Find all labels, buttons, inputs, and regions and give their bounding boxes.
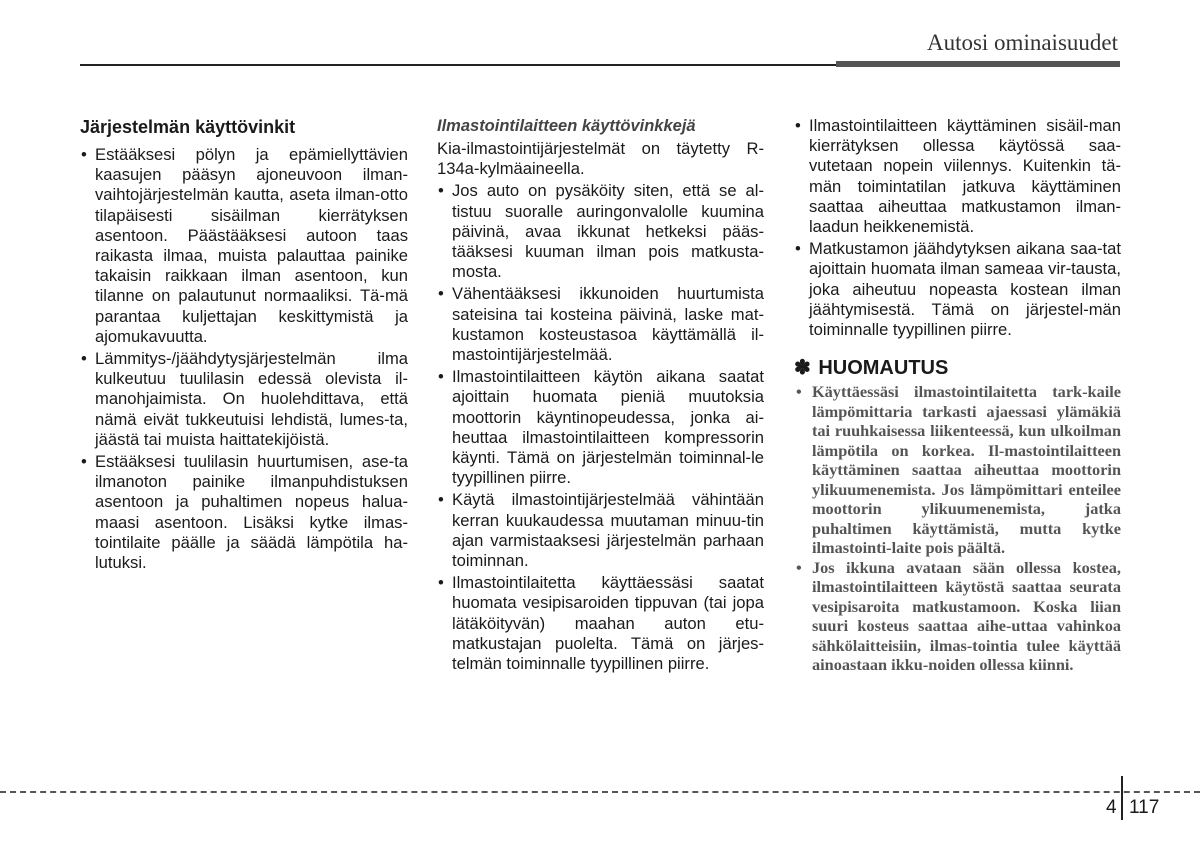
intro-paragraph: Kia-ilmastointijärjestelmät on täytetty R-134a-kylmäaineella. (437, 139, 764, 179)
note-heading-label: HUOMAUTUS (818, 357, 949, 380)
list-item: • Estääksesi tuulilasin huurtumisen, ase-ta ilmanoton painike ilmanpuhdistuksen asentoon ja puhaltimen nopeus halua-maasi asentoon. Lisäksi kytke ilmas-tointilaite päälle ja säädä lämpötila ha-lutuksi. (80, 452, 408, 573)
header-rule (80, 64, 840, 66)
page-number-divider (1121, 776, 1123, 820)
note-item: • Jos ikkuna avataan sään ollessa kostea, ilmastointilaitteen käytöstä saattaa seurata vesipisaroita matkustamoon. Koska liian suuri kosteus saattaa aihe-uttaa vahinkoa sähkölaitteisiin, ilmas-tointia tulee käyttää ainoastaan ikku-noiden ollessa kiinni. (794, 558, 1121, 675)
bullet-list (437, 181, 764, 674)
list-item: • Vähentääksesi ikkunoiden huurtumista sateisina tai kosteina päivinä, laske mat-kustamon kosteustasoa käyttämällä il-mastointijärjestelmää. (437, 284, 764, 365)
header-rule-accent (836, 61, 1120, 67)
column-left (80, 116, 408, 575)
note-heading (794, 356, 1121, 380)
page-number: 117 (1129, 797, 1160, 818)
list-item: • Lämmitys-/jäähdytysjärjestelmän ilma kulkeutuu tuulilasin edessä olevista il-manohjaimista. On huolehdittava, että nämä eivät tukkeutuisi lehdistä, lumes-ta, jäästä tai muista haittatekijöistä. (80, 349, 408, 450)
bullet-list (794, 116, 1121, 340)
list-item: • Estääksesi pölyn ja epämiellyttävien kaasujen pääsyn ajoneuvoon ilman-vaihtojärjestelmän kautta, aseta ilman-otto tilapäisesti sisäilman kierrätyksen asentoon. Päästääksesi autoon taas raikasta ilmaa, muista palauttaa painike takaisin raikkaan ilman asentoon, kun tilanne on palautunut normaaliksi. Tä-mä parantaa kuljettajan keskittymistä ja ajomukavuutta. (80, 145, 408, 347)
page-header-title: Autosi ominaisuudet (926, 30, 1118, 55)
asterisk-icon: ✽ (794, 357, 811, 380)
list-item: • Ilmastointilaitteen käyttäminen sisäil-man kierrätyksen ollessa käytössä saa-vutetaan nopein viilennys. Kuitenkin tä-män toimintatilan jatkuva käyttäminen saattaa aiheuttaa matkustamon ilman-laadun heikkenemistä. (794, 116, 1121, 237)
list-item: • Ilmastointilaitetta käyttäessäsi saatat huomata vesipisaroiden tippuvan (tai jopa lätäköityvän) maahan auton etu-matkustajan puolelta. Tämä on järjes-telmän toiminnalle tyypillinen piirre. (437, 573, 764, 674)
list-item: • Matkustamon jäähdytyksen aikana saa-tat ajoittain huomata ilman sameaa vir-tausta, joka aiheutuu nopeasta kostean ilman jäähtymisestä. Tämä on järjestel-män toiminnalle tyypillinen piirre. (794, 239, 1121, 340)
subsection-heading: Ilmastointilaitteen käyttövinkkejä (437, 117, 696, 135)
footer-dashed-rule (0, 791, 1200, 793)
column-right (794, 116, 1121, 675)
list-item: • Käytä ilmastointijärjestelmää vähintään kerran kuukaudessa muutaman minuu-tin ajan varmistaaksesi järjestelmän parhaan toiminnan. (437, 490, 764, 571)
column-middle (437, 116, 764, 676)
note-list (794, 382, 1121, 675)
chapter-number: 4 (1106, 797, 1117, 818)
list-item: • Jos auto on pysäköity siten, että se al-tistuu suoralle auringonvalolle kuumina päivinä, avaa ikkunat hetkeksi pääs-tääksesi kuuman ilman pois matkusta-mosta. (437, 181, 764, 282)
list-item: • Ilmastointilaitteen käytön aikana saatat ajoittain huomata pieniä muutoksia moottorin käyntinopeudessa, jonka ai-heuttaa ilmastointilaitteen kompressorin käynti. Tämä on järjestelmän toiminnal-le tyypillinen piirre. (437, 367, 764, 488)
section-heading: Järjestelmän käyttövinkit (80, 117, 296, 137)
bullet-list (80, 145, 408, 573)
note-item: • Käyttäessäsi ilmastointilaitetta tark-kaile lämpömittaria tarkasti ajaessasi ylämäkiä tai ruuhkaisessa liikenteessä, kun ulkoilman lämpötila on korkea. Il-mastointilaitteen käyttäminen saattaa aiheuttaa moottorin ylikuumenemista. Jos lämpömittari enteilee moottorin ylikuumenemista, jatka puhaltimen käyttämistä, mutta kytke ilmastointi-laite pois päältä. (794, 382, 1121, 558)
